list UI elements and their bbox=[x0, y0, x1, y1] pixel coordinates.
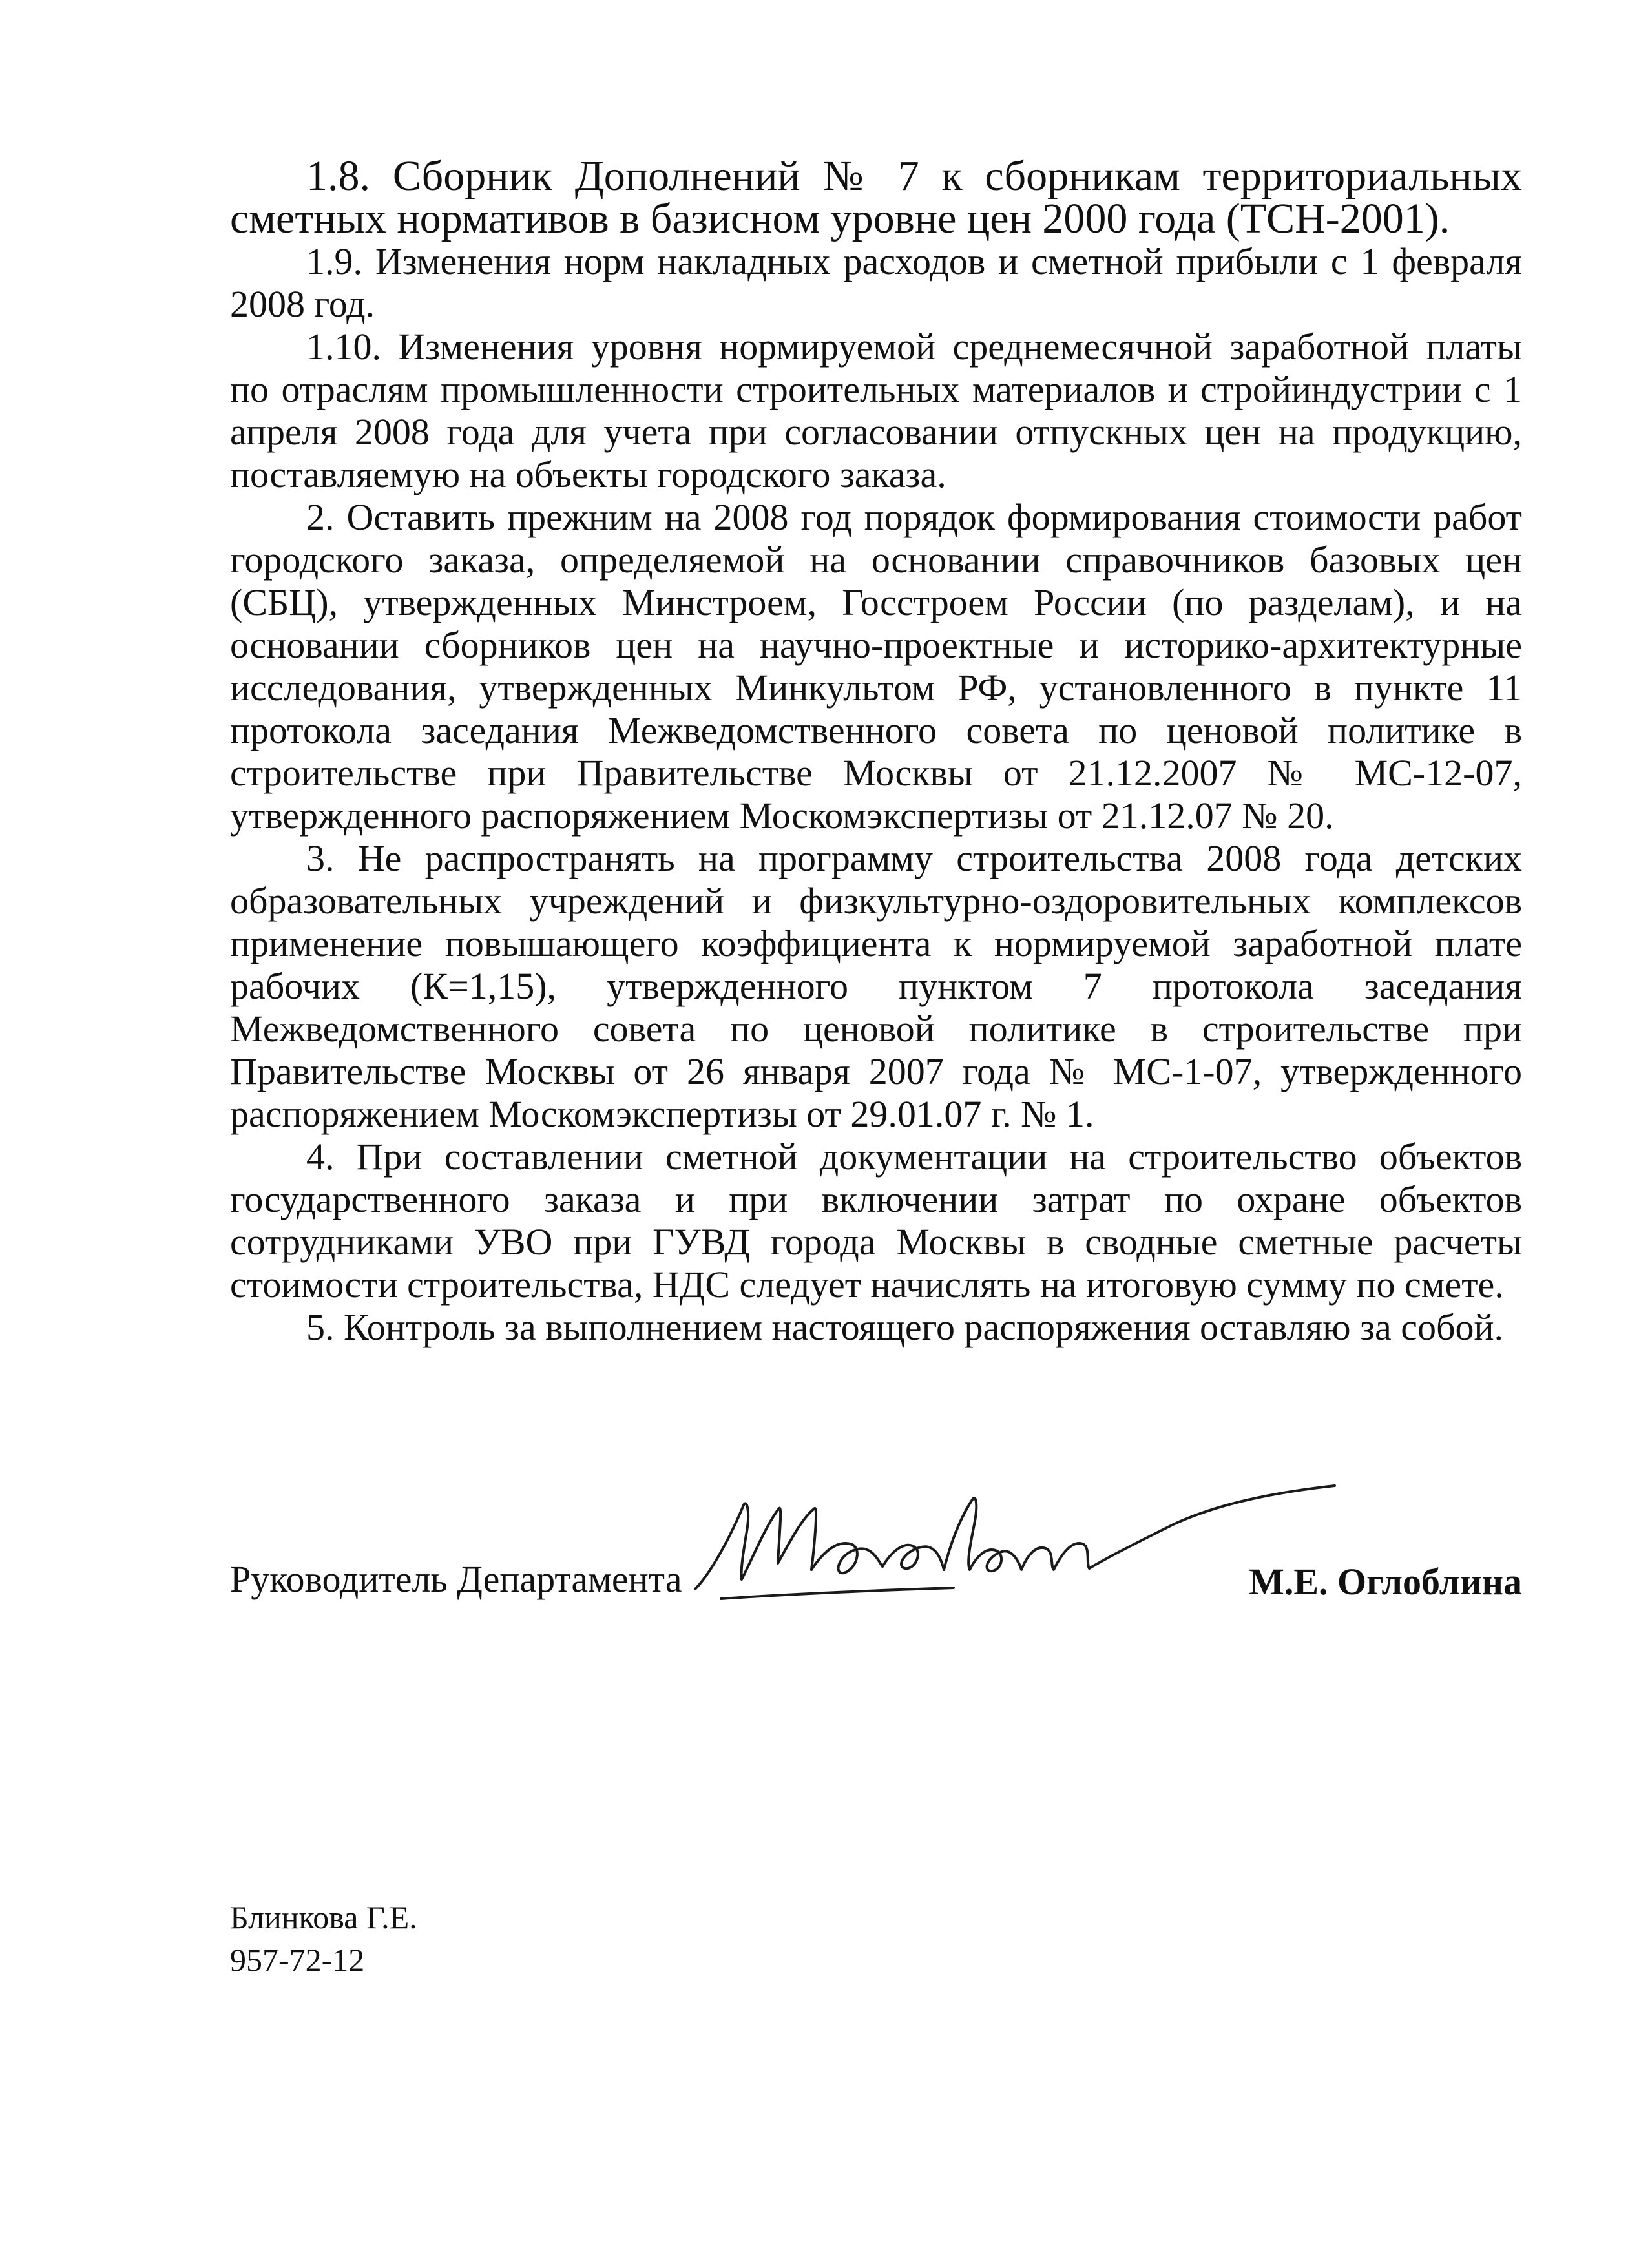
paragraph-5: 5. Контроль за выполнением настоящего распоряжения оставляю за собой. bbox=[306, 1306, 1503, 1348]
paragraph-1-10: 1.10. Изменения уровня нормируемой среднемесячной заработной платы по отраслям промышленности строительных материалов и стройиндустрии с 1 апреля 2008 года для учета при согласовании отпускных цен на продукцию, поставляемую на объекты городского заказа. bbox=[230, 326, 1522, 495]
paragraph-3: 3. Не распространять на программу строительства 2008 года детских образовательных учреждений и физкультурно-оздоровительных комплексов применение повышающего коэффициента к нормируемой заработной плате рабочих (К=1,15), утвержденного пунктом 7 протокола заседания Межведомственного совета по ценовой политике в строительстве при Правительстве Москвы от 26 января 2007 года № МС-1-07, утвержденного распоряжением Москомэкспертизы от 29.01.07 г. № 1. bbox=[230, 837, 1522, 1135]
paragraph-2: 2. Оставить прежним на 2008 год порядок формирования стоимости работ городского заказа, определяемой на основании справочников базовых цен (СБЦ), утвержденных Минстроем, Госстроем России (по разделам), и на основании сборников цен на научно-проектные и историко-архитектурные исследования, утвержденных Минкультом РФ, установленного в пункте 11 протокола заседания Межведомственного совета по ценовой политике в строительстве при Правительстве Москвы от 21.12.2007 № МС-12-07, утвержденного распоряжением Москомэкспертизы от 21.12.07 № 20. bbox=[230, 496, 1522, 837]
signer-title: Руководитель Департамента bbox=[230, 1558, 682, 1600]
executor-block bbox=[230, 1896, 417, 1981]
document-body bbox=[230, 152, 1522, 1349]
executor-name: Блинкова Г.Е. bbox=[230, 1899, 417, 1935]
paragraph-1-8: 1.8. Сборник Дополнений № 7 к сборникам территориальных сметных нормативов в базисном уровне цен 2000 года (ТСН-2001). bbox=[230, 152, 1522, 242]
signer-name: М.Е. Оглоблина bbox=[1249, 1561, 1522, 1603]
signature-block bbox=[230, 1524, 1522, 1654]
paragraph-4: 4. При составлении сметной документации на строительство объектов государственного заказа и при включении затрат по охране объектов сотрудниками УВО при ГУВД города Москвы в сводные сметные расчеты стоимости строительства, НДС следует начислять на итоговую сумму по смете. bbox=[230, 1136, 1522, 1306]
paragraph-1-9: 1.9. Изменения норм накладных расходов и сметной прибыли с 1 февраля 2008 год. bbox=[230, 240, 1522, 325]
executor-phone: 957-72-12 bbox=[230, 1942, 365, 1978]
